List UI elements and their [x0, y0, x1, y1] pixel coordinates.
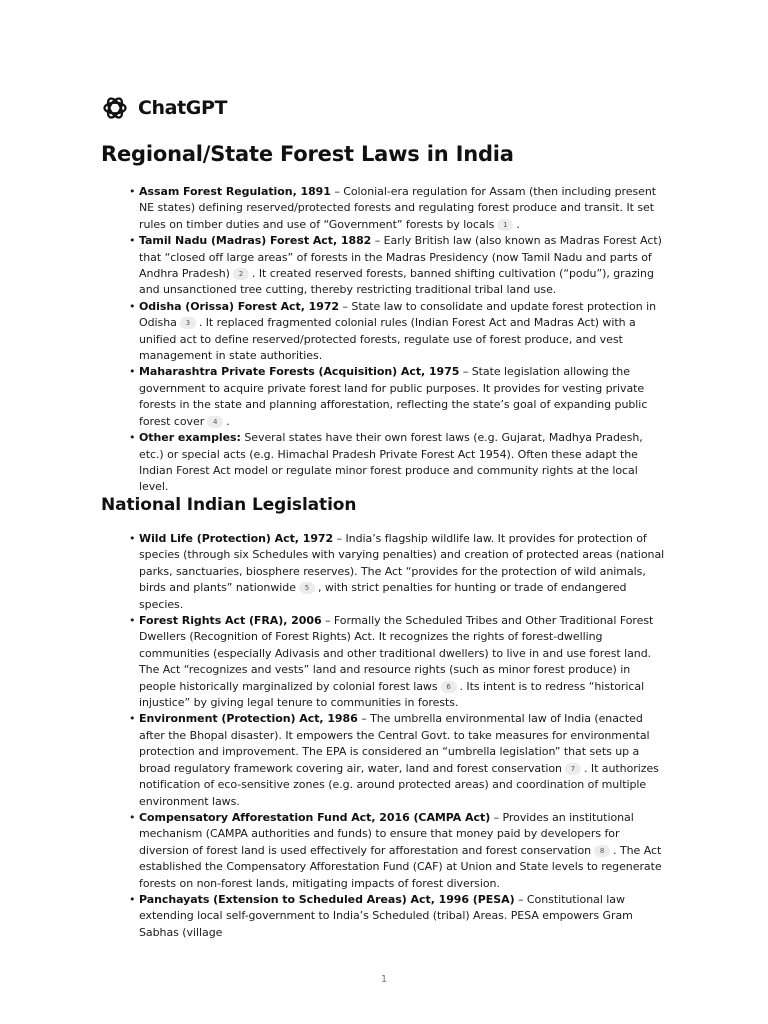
law-title: Environment (Protection) Act, 1986 — [139, 712, 358, 726]
law-title: Forest Rights Act (FRA), 2006 — [139, 614, 322, 628]
law-description: – Early British law (also known as Madras Forest Act) that “closed off large areas” of forests in the Madras Presidency (now Tamil Nadu and parts of Andhra Pradesh) — [139, 234, 662, 281]
list-item — [139, 233, 669, 299]
citation-badge: 7 — [565, 763, 581, 775]
citation-badge: 5 — [299, 582, 315, 594]
law-title: Tamil Nadu (Madras) Forest Act, 1882 — [139, 234, 372, 248]
list-item — [139, 364, 669, 430]
law-description: Several states have their own forest laws (e.g. Gujarat, Madhya Pradesh, etc.) or special acts (e.g. Himachal Pradesh Private Forest Act 1954). Often these adapt the Indian Forest Act model or regulate minor forest produce and community rights at the local level. — [139, 431, 643, 494]
law-description: – Provides an institutional mechanism (CAMPA authorities and funds) to ensure that money paid by developers for diversion of forest land is used effectively for afforestation and forest conservation — [139, 810, 634, 857]
citation-badge: 4 — [207, 416, 223, 428]
list-item — [139, 810, 669, 892]
law-description: – Constitutional law extending local self-government to India’s Scheduled (tribal) Areas. PESA empowers Gram Sabhas (village — [139, 892, 633, 939]
list-item — [139, 430, 669, 496]
list-item — [139, 299, 669, 365]
law-description-continued: . Its intent is to redress “historical injustice” by giving legal tenure to communities in forests. — [139, 679, 645, 710]
law-description-continued: , with strict penalties for hunting or trade of endangered species. — [139, 581, 627, 611]
law-title: Panchayats (Extension to Scheduled Areas) Act, 1996 (PESA) — [139, 892, 515, 906]
law-title: Assam Forest Regulation, 1891 — [139, 185, 331, 198]
list-item — [139, 892, 669, 941]
openai-knot-icon — [101, 94, 129, 122]
law-description: – Colonial-era regulation for Assam (then including present NE states) defining reserved/protected forests and regulating forest produce and transit. It set rules on timber duties and use of “Government” forests by locals — [139, 185, 657, 231]
law-title: Wild Life (Protection) Act, 1972 — [139, 532, 334, 545]
brand-header — [101, 94, 227, 122]
law-description-continued: . It created reserved forests, banned shifting cultivation (“podu”), grazing and unsanctioned tree cutting, thereby restricting traditional tribal land use. — [139, 267, 654, 297]
law-title: Maharashtra Private Forests (Acquisition) Act, 1975 — [139, 365, 460, 379]
citation-badge: 3 — [180, 317, 196, 329]
law-description-continued: . It replaced fragmented colonial rules (Indian Forest Act and Madras Act) with a unified act to define reserved/protected forests, regulate use of forest produce, and vest management in state authorities. — [139, 316, 636, 363]
law-description: – The umbrella environmental law of India (enacted after the Bhopal disaster). It empowers the Central Govt. to take measures for environmental protection and improvement. The EPA is considered an “umbrella legislation” that sets up a broad regulatory framework covering air, water, land and forest conservation — [139, 712, 650, 775]
law-title: Other examples: — [139, 431, 241, 445]
citation-badge: 6 — [441, 681, 457, 693]
section-heading-regional: Regional/State Forest Laws in India — [101, 142, 514, 166]
law-description-continued: . It authorizes notification of eco-sensitive zones (e.g. around protected areas) and coordination of multiple environment laws. — [139, 761, 659, 808]
list-item — [139, 531, 669, 613]
law-description-continued: . — [516, 217, 520, 231]
law-description: – State legislation allowing the government to acquire private forest land for public purposes. It provides for vesting private forests in the state and planning afforestation, reflecting the state’s goal of expanding public forest cover — [139, 365, 648, 428]
section-heading-national: National Indian Legislation — [101, 495, 357, 515]
law-title: Compensatory Afforestation Fund Act, 2016 (CAMPA Act) — [139, 810, 491, 824]
brand-name: ChatGPT — [138, 97, 228, 119]
list-item — [139, 711, 669, 809]
citation-badge: 8 — [594, 845, 610, 857]
page-number: 1 — [380, 974, 388, 985]
law-description: – Formally the Scheduled Tribes and Other Traditional Forest Dwellers (Recognition of Forest Rights) Act. It recognizes the rights of forest-dwelling communities (especially Adivasis and other traditional dwellers) to live in and use forest land. The Act “recognizes and vests” land and resource rights (such as minor forest produce) in people historically marginalized by colonial forest laws — [139, 614, 654, 693]
law-description-continued: . The Act established the Compensatory Afforestation Fund (CAF) at Union and State levels to regenerate forests on non-forest lands, mitigating impacts of forest diversion. — [139, 843, 662, 890]
regional-laws-list — [139, 184, 669, 496]
citation-badge: 2 — [233, 268, 249, 280]
law-description-continued: . — [226, 414, 230, 428]
law-description: – India’s flagship wildlife law. It provides for protection of species (through six Schedules with varying penalties) and creation of protected areas (national parks, sanctuaries, biosphere reserves). The Act “provides for the protection of wild animals, birds and plants” nationwide — [139, 532, 665, 595]
national-laws-list — [139, 531, 669, 941]
list-item — [139, 613, 669, 711]
citation-badge: 1 — [497, 219, 513, 231]
law-title: Odisha (Orissa) Forest Act, 1972 — [139, 299, 340, 313]
list-item — [139, 184, 669, 233]
law-description: – State law to consolidate and update forest protection in Odisha — [139, 299, 657, 330]
